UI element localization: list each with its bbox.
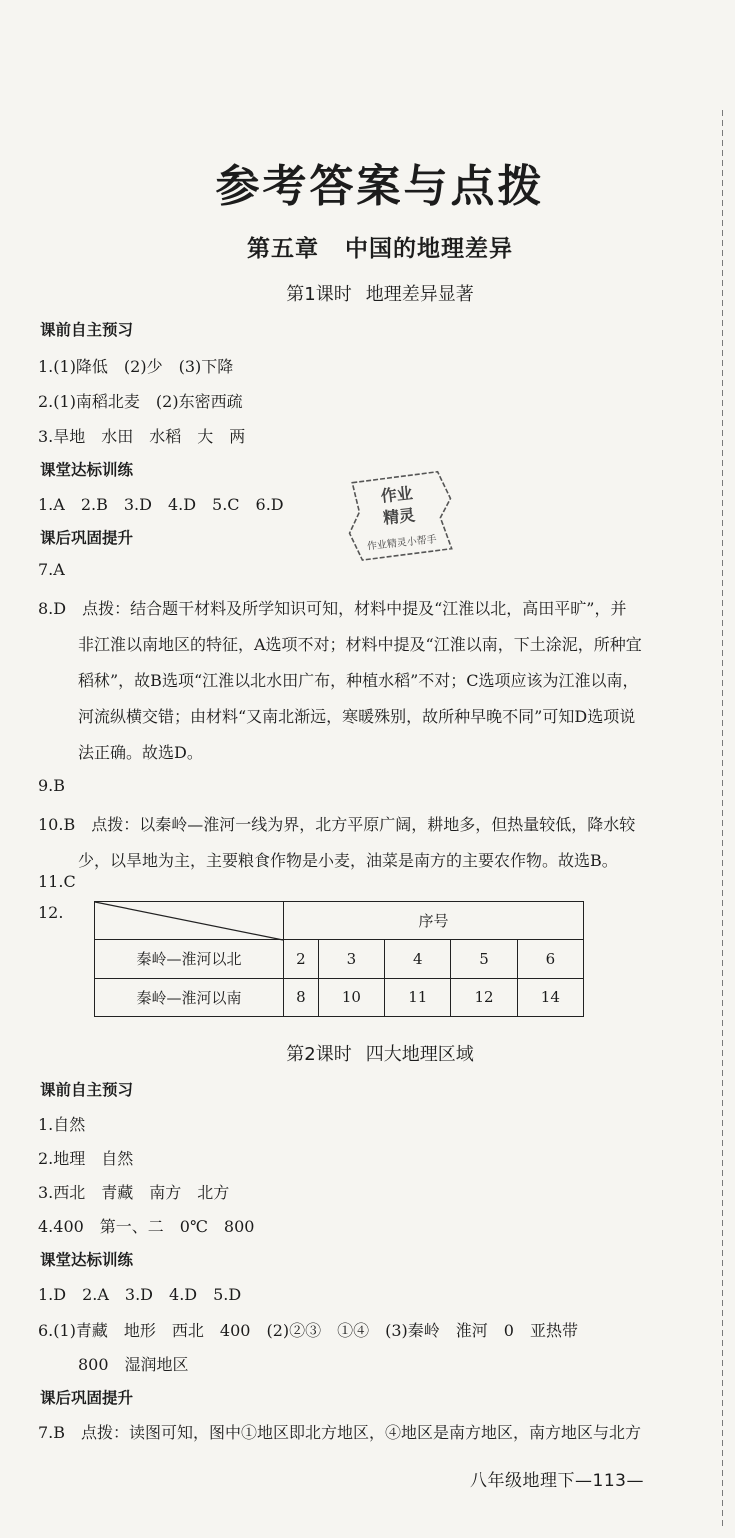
answer-line: 2.地理 自然 — [38, 1149, 134, 1168]
section-class-practice: 课堂达标训练 — [40, 461, 134, 479]
lesson1-heading — [0, 280, 735, 306]
table-header-cell: 序号 — [284, 902, 584, 940]
lesson1-name: 地理差异显著 — [365, 284, 474, 305]
answer-line: 1.(1)降低 (2)少 (3)下降 — [38, 357, 234, 376]
table-row — [95, 978, 584, 1016]
table-cell: 12 — [451, 978, 517, 1016]
section-pre-study: 课前自主预习 — [40, 1081, 134, 1099]
answer-line: 800 湿润地区 — [78, 1355, 189, 1374]
table-cell: 2 — [284, 940, 319, 978]
table-cell: 14 — [517, 978, 583, 1016]
answer-line: 3.西北 青藏 南方 北方 — [38, 1183, 230, 1202]
row-label: 秦岭—淮河以南 — [95, 978, 284, 1016]
explanation-line: 少，以旱地为主，主要粮食作物是小麦，油菜是南方的主要农作物。故选B。 — [78, 851, 618, 870]
lesson2-heading — [0, 1040, 735, 1066]
answer-line: 3.旱地 水田 水稻 大 两 — [38, 427, 246, 446]
explanation-line: 法正确。故选D。 — [78, 743, 203, 762]
table-cell: 4 — [385, 940, 451, 978]
lesson2-number: 第2课时 — [286, 1044, 352, 1065]
answer-line: 12. — [38, 903, 64, 922]
page-title: 参考答案与点拨 — [215, 161, 545, 212]
explanation-line: 7.B 点拨：读图可知，图中①地区即北方地区，④地区是南方地区，南方地区与北方 — [38, 1423, 642, 1442]
chapter-number: 第五章 — [247, 235, 319, 262]
section-post-review: 课后巩固提升 — [40, 1389, 134, 1407]
binding-margin-line — [722, 110, 723, 1530]
explanation-line: 河流纵横交错；由材料“又南北渐远，寒暖殊别，故所种早晚不同”可知D选项说 — [78, 707, 636, 726]
answer-line: 1.自然 — [38, 1115, 86, 1134]
section-class-practice: 课堂达标训练 — [40, 1251, 134, 1269]
lesson1-number: 第1课时 — [286, 284, 352, 305]
answer-line: 1.D 2.A 3.D 4.D 5.D — [38, 1285, 242, 1304]
page-footer: 八年级地理下—113— — [470, 1471, 644, 1491]
stamp-text-3: 作业精灵小帮手 — [366, 534, 438, 553]
answer-line: 9.B — [38, 776, 66, 795]
stamp-text-1: 作业 — [379, 483, 414, 506]
table-cell: 3 — [318, 940, 384, 978]
explanation-line: 10.B 点拨：以秦岭—淮河一线为界，北方平原广阔，耕地多，但热量较低，降水较 — [38, 815, 636, 834]
explanation-line: 稻秫”，故B选项“江淮以北水田广布，种植水稻”不对；C选项应该为江淮以南， — [78, 671, 639, 690]
table-cell: 6 — [517, 940, 583, 978]
answer-line: 1.A 2.B 3.D 4.D 5.C 6.D — [38, 495, 284, 514]
lesson2-name: 四大地理区域 — [365, 1044, 474, 1065]
table-cell: 8 — [284, 978, 319, 1016]
chapter-heading — [0, 230, 735, 263]
table-cell: 5 — [451, 940, 517, 978]
watermark-stamp — [336, 468, 462, 564]
chapter-name: 中国的地理差异 — [345, 235, 513, 262]
table-row — [95, 940, 584, 978]
explanation-line: 非江淮以南地区的特征，A选项不对；材料中提及“江淮以南，下土涂泥，所种宜 — [78, 635, 642, 654]
table-diagonal-line — [94, 901, 284, 941]
section-pre-study: 课前自主预习 — [40, 321, 134, 339]
stamp-text-2: 精灵 — [382, 505, 416, 528]
answer-line: 4.400 第一、二 0℃ 800 — [38, 1217, 255, 1236]
table-cell: 10 — [318, 978, 384, 1016]
table-cell: 11 — [385, 978, 451, 1016]
answer-line: 11.C — [38, 872, 76, 891]
answer-line: 6.(1)青藏 地形 西北 400 (2)②③ ①④ (3)秦岭 淮河 0 亚热带 — [38, 1321, 578, 1340]
explanation-line: 8.D 点拨：结合题干材料及所学知识可知，材料中提及“江淮以北，高田平旷”，并 — [38, 599, 627, 618]
section-post-review: 课后巩固提升 — [40, 529, 134, 547]
answer-line: 7.A — [38, 560, 65, 579]
answer-line: 2.(1)南稻北麦 (2)东密西疏 — [38, 392, 243, 411]
row-label: 秦岭—淮河以北 — [95, 940, 284, 978]
